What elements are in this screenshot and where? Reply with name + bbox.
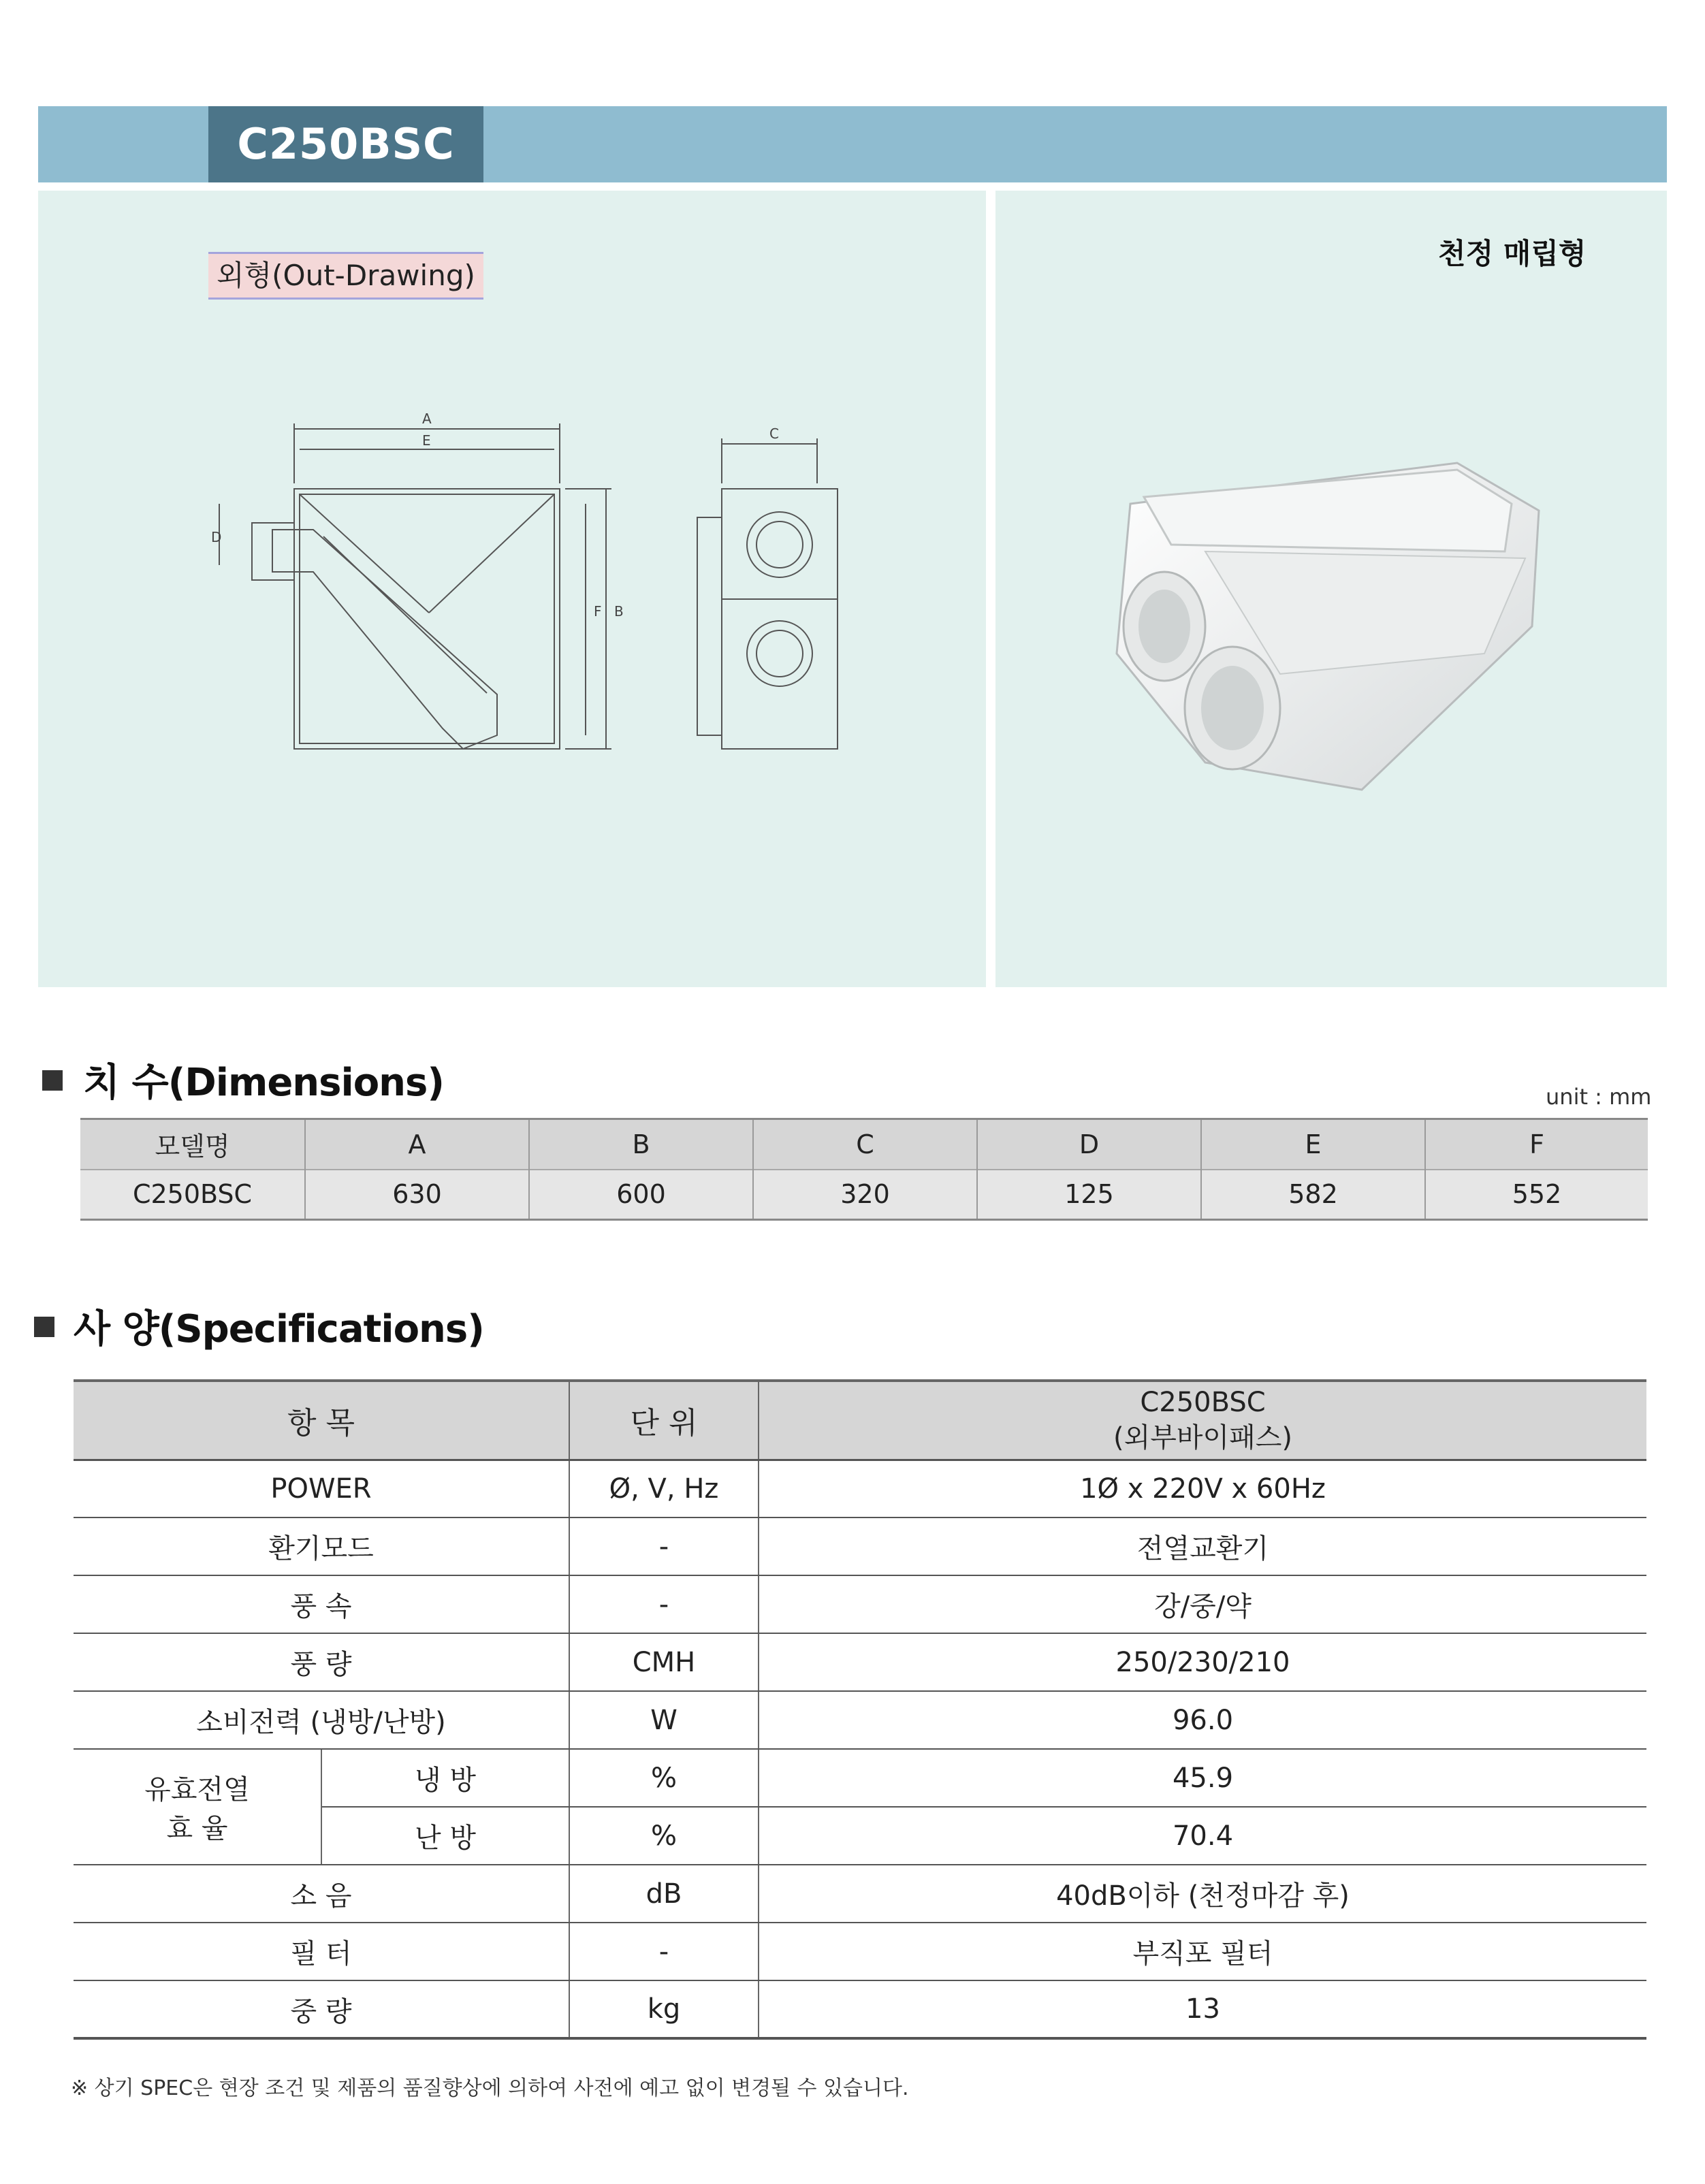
spec-group-label-line1: 유효전열 — [144, 1774, 250, 1805]
spec-unit: kg — [569, 1980, 759, 2038]
dim-cell-b: 600 — [529, 1170, 753, 1220]
table-row — [80, 1170, 1648, 1220]
spec-item: POWER — [74, 1460, 569, 1517]
spec-unit: Ø, V, Hz — [569, 1460, 759, 1517]
spec-unit: - — [569, 1923, 759, 1980]
footnote: ※ 상기 SPEC은 현장 조건 및 제품의 품질향상에 의하여 사전에 예고 없이 변경될 수 있습니다. — [71, 2076, 909, 2100]
spec-value: 부직포 필터 — [759, 1923, 1646, 1980]
spec-header-model-variant: (외부바이패스) — [1113, 1422, 1293, 1454]
specifications-title: 사 양(Specifications) — [74, 1307, 484, 1351]
spec-item: 소 음 — [74, 1865, 569, 1923]
side-view-body — [722, 489, 838, 749]
dim-letter-c: C — [769, 425, 779, 442]
spec-header-unit: 단 위 — [569, 1381, 759, 1460]
spec-value: 40dB이하 (천정마감 후) — [759, 1865, 1646, 1923]
spec-item: 필 터 — [74, 1923, 569, 1980]
spec-item: 풍 속 — [74, 1575, 569, 1633]
dim-header-a: A — [305, 1119, 529, 1170]
dim-letter-a: A — [422, 411, 432, 427]
dim-header-e: E — [1201, 1119, 1425, 1170]
spec-group-label-line2: 효 율 — [166, 1813, 228, 1844]
spec-item: 환기모드 — [74, 1517, 569, 1575]
dim-letter-d: D — [211, 529, 222, 545]
spec-unit: W — [569, 1691, 759, 1749]
specifications-table — [74, 1379, 1646, 2040]
dim-header-c: C — [753, 1119, 977, 1170]
table-row — [74, 1749, 1646, 1807]
dim-cell-c: 320 — [753, 1170, 977, 1220]
dimensions-bullet — [42, 1070, 63, 1091]
dim-header-f: F — [1529, 1129, 1544, 1159]
spec-header-row — [74, 1381, 1646, 1460]
dim-header-b: B — [529, 1119, 753, 1170]
specifications-bullet — [34, 1317, 54, 1337]
spec-group-label — [74, 1749, 321, 1865]
spec-value: 96.0 — [759, 1691, 1646, 1749]
dim-cell-e: 582 — [1201, 1170, 1425, 1220]
spec-item: 난 방 — [321, 1807, 569, 1865]
dim-letter-e: E — [422, 432, 431, 449]
product-photo — [1103, 449, 1552, 803]
table-row — [74, 1633, 1646, 1691]
dim-cell-d: 125 — [977, 1170, 1201, 1220]
spec-header-model — [759, 1381, 1646, 1460]
spec-unit: CMH — [569, 1633, 759, 1691]
dimensions-header-row — [80, 1119, 1648, 1170]
spec-value: 250/230/210 — [759, 1633, 1646, 1691]
spec-value: 전열교환기 — [759, 1517, 1646, 1575]
table-row — [74, 1923, 1646, 1980]
dim-cell-f: 552 — [1512, 1179, 1562, 1210]
out-drawing — [204, 408, 872, 776]
dim-letter-f: F — [594, 603, 602, 620]
spec-value: 1Ø x 220V x 60Hz — [759, 1460, 1646, 1517]
spec-header-model-name: C250BSC — [1140, 1387, 1266, 1419]
table-row — [74, 1575, 1646, 1633]
table-row — [74, 1460, 1646, 1517]
table-row — [74, 1517, 1646, 1575]
table-row — [74, 1980, 1646, 2038]
spec-header-item: 항 목 — [74, 1381, 569, 1460]
spec-unit: % — [569, 1807, 759, 1865]
table-row — [74, 1691, 1646, 1749]
dim-cell-model: C250BSC — [80, 1170, 305, 1220]
install-type-label: 천정 매립형 — [1438, 237, 1587, 270]
dim-header-d: D — [977, 1119, 1201, 1170]
spec-unit: - — [569, 1517, 759, 1575]
spec-item: 소비전력 (냉방/난방) — [74, 1691, 569, 1749]
spec-item: 풍 량 — [74, 1633, 569, 1691]
dim-letter-b: B — [614, 603, 624, 620]
model-title: C250BSC — [208, 106, 483, 182]
spec-item: 냉 방 — [321, 1749, 569, 1807]
dimensions-title: 치 수(Dimensions) — [83, 1061, 444, 1105]
dim-header-model: 모델명 — [80, 1119, 305, 1170]
spec-unit: - — [569, 1575, 759, 1633]
spec-item: 중 량 — [74, 1980, 569, 2038]
dim-cell-a: 630 — [305, 1170, 529, 1220]
out-drawing-label: 외형(Out-Drawing) — [208, 252, 483, 300]
dimensions-table — [80, 1118, 1648, 1221]
unit-label: unit : mm — [1546, 1084, 1652, 1110]
spec-value: 13 — [759, 1980, 1646, 2038]
table-row — [74, 1865, 1646, 1923]
spec-value: 45.9 — [759, 1749, 1646, 1807]
spec-value: 70.4 — [759, 1807, 1646, 1865]
spec-unit: dB — [569, 1865, 759, 1923]
spec-value: 강/중/약 — [759, 1575, 1646, 1633]
spec-unit: % — [569, 1749, 759, 1807]
